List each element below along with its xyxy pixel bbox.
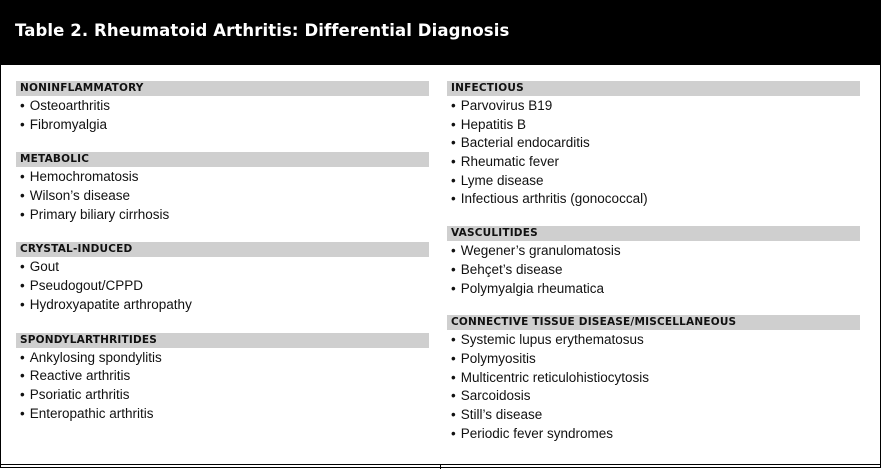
list-item: [447, 280, 860, 299]
bullet-icon: •: [20, 98, 25, 113]
section-header: CONNECTIVE TISSUE DISEASE/MISCELLANEOUS: [447, 315, 860, 330]
bullet-icon: •: [451, 154, 456, 170]
list-item-label: Bacterial endocarditis: [460, 135, 590, 151]
list-item: [447, 242, 860, 261]
bullet-icon: •: [20, 206, 25, 222]
list-item-label: Periodic fever syndromes: [460, 425, 614, 441]
bullet-icon: •: [20, 349, 25, 365]
bullet-icon: •: [451, 425, 456, 441]
center-tick: [440, 464, 441, 469]
list-item-label: Gout: [29, 259, 60, 275]
section-header: NONINFLAMMATORY: [16, 81, 429, 96]
list-item-label: Primary biliary cirrhosis: [29, 206, 170, 222]
right-column: [447, 81, 860, 443]
bullet-icon: •: [20, 278, 25, 294]
list-item-label: Reactive arthritis: [29, 368, 131, 384]
list-item-label: Wegener’s granulomatosis: [460, 243, 621, 259]
bullet-icon: •: [451, 243, 456, 259]
list-item-label: Sarcoidosis: [460, 388, 531, 404]
list-item: [447, 406, 860, 425]
bullet-icon: •: [20, 405, 25, 421]
list-item: [16, 187, 429, 206]
list-item: [447, 261, 860, 280]
list-item: [447, 425, 860, 444]
item-list: [16, 258, 429, 314]
list-item-label: Infectious arthritis (gonococcal): [460, 191, 648, 207]
list-item: [447, 331, 860, 350]
section-crystal-induced: [16, 242, 429, 314]
item-list: [16, 349, 429, 424]
list-item-label: Behçet’s disease: [460, 261, 563, 277]
bullet-icon: •: [451, 191, 456, 207]
bullet-icon: •: [451, 261, 456, 277]
list-item: [16, 405, 429, 424]
list-item-label: Fibromyalgia: [29, 116, 108, 132]
list-item-label: Hemochromatosis: [29, 169, 139, 185]
bullet-icon: •: [20, 169, 25, 185]
list-item: [16, 206, 429, 225]
list-item: [447, 134, 860, 153]
list-item-label: Enteropathic arthritis: [29, 405, 154, 421]
list-item-label: Polymyalgia rheumatica: [460, 280, 605, 296]
item-list: [447, 242, 860, 298]
bullet-icon: •: [451, 98, 456, 113]
list-item: [16, 97, 429, 116]
section-header: METABOLIC: [16, 152, 429, 167]
bullet-icon: •: [451, 116, 456, 132]
list-item-label: Pseudogout/CPPD: [29, 278, 144, 294]
list-item: [447, 97, 860, 116]
list-item: [447, 153, 860, 172]
left-column: [16, 81, 429, 423]
bullet-icon: •: [451, 332, 456, 348]
section-header: VASCULITIDES: [447, 226, 860, 241]
item-list: [16, 168, 429, 224]
bullet-icon: •: [20, 188, 25, 204]
list-item-label: Still’s disease: [460, 406, 543, 422]
list-item-label: Ankylosing spondylitis: [29, 349, 162, 365]
list-item-label: Osteoarthritis: [29, 98, 111, 113]
list-item-label: Hydroxyapatite arthropathy: [29, 296, 192, 312]
item-list: [16, 97, 429, 134]
list-item: [16, 116, 429, 135]
bullet-icon: •: [451, 369, 456, 385]
list-item: [447, 190, 860, 209]
bullet-icon: •: [20, 296, 25, 312]
list-item: [16, 367, 429, 386]
bullet-icon: •: [451, 350, 456, 366]
section-vasculitides: [447, 226, 860, 298]
list-item: [16, 296, 429, 315]
list-item-label: Rheumatic fever: [460, 154, 560, 170]
section-noninflammatory: [16, 81, 429, 134]
bullet-icon: •: [20, 259, 25, 275]
section-metabolic: [16, 152, 429, 224]
section-header: SPONDYLARTHRITIDES: [16, 333, 429, 348]
section-header: INFECTIOUS: [447, 81, 860, 96]
table-title: Table 2. Rheumatoid Arthritis: Differential Diagnosis: [15, 21, 510, 40]
bullet-icon: •: [20, 368, 25, 384]
bullet-icon: •: [451, 135, 456, 151]
bullet-icon: •: [451, 406, 456, 422]
bullet-icon: •: [20, 116, 25, 132]
list-item-label: Multicentric reticulohistiocytosis: [460, 369, 650, 385]
list-item-label: Psoriatic arthritis: [29, 386, 130, 402]
list-item: [447, 172, 860, 191]
list-item: [447, 387, 860, 406]
list-item: [16, 168, 429, 187]
item-list: [447, 331, 860, 443]
list-item-label: Hepatitis B: [460, 116, 527, 132]
list-item: [447, 116, 860, 135]
bullet-icon: •: [451, 388, 456, 404]
list-item: [447, 369, 860, 388]
list-item: [447, 350, 860, 369]
list-item-label: Polymyositis: [460, 350, 536, 366]
list-item-label: Wilson’s disease: [29, 188, 131, 204]
section-spondylarthritides: [16, 333, 429, 424]
section-connective-tissue-disease-miscellaneous: [447, 315, 860, 443]
list-item: [16, 386, 429, 405]
item-list: [447, 97, 860, 209]
section-infectious: [447, 81, 860, 209]
list-item: [16, 277, 429, 296]
list-item: [16, 349, 429, 368]
list-item: [16, 258, 429, 277]
title-bar: [1, 1, 880, 65]
list-item-label: Parvovirus B19: [460, 98, 553, 113]
list-item-label: Systemic lupus erythematosus: [460, 332, 644, 348]
bullet-icon: •: [451, 172, 456, 188]
list-item-label: Lyme disease: [460, 172, 544, 188]
section-header: CRYSTAL-INDUCED: [16, 242, 429, 257]
bullet-icon: •: [451, 280, 456, 296]
bullet-icon: •: [20, 386, 25, 402]
